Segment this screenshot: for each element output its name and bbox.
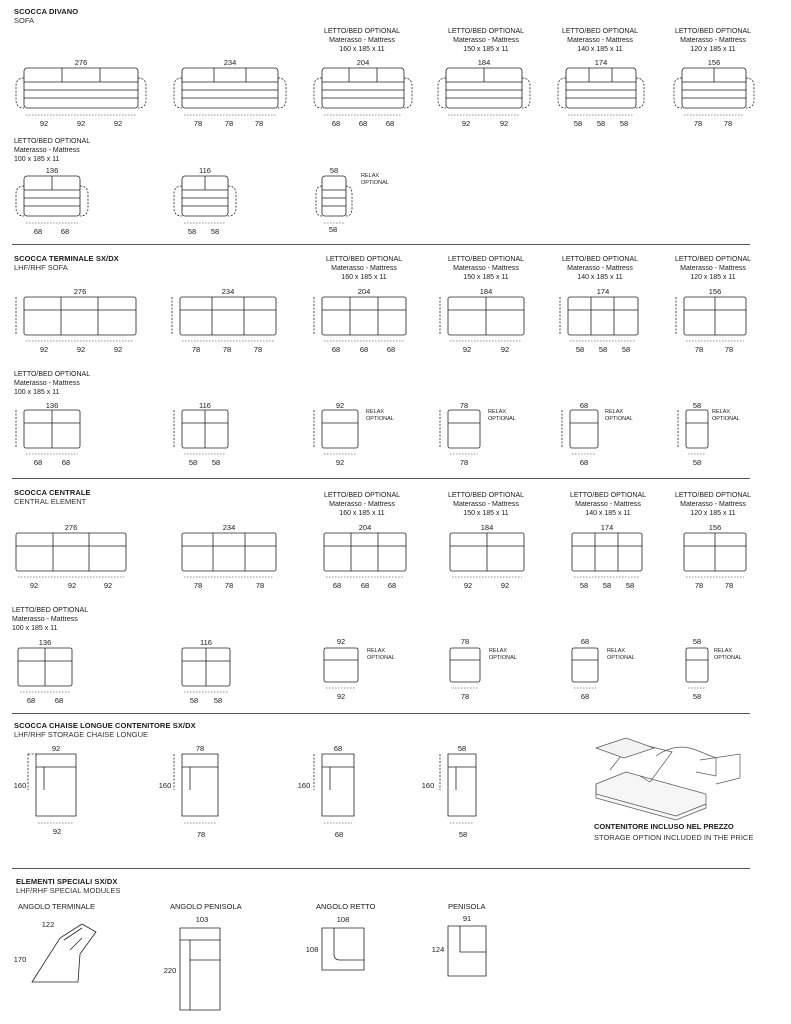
mattress-size: 150 x 185 x 11	[463, 274, 509, 281]
seat-label: 78	[693, 119, 703, 128]
seat-label: 68	[334, 830, 344, 839]
bed-optional-label: LETTO/BED OPTIONAL	[674, 492, 752, 499]
storage-title: CONTENITORE INCLUSO NEL PREZZO	[594, 822, 734, 831]
mattress-size: 150 x 185 x 11	[463, 510, 509, 517]
bed-optional-label: LETTO/BED OPTIONAL	[12, 607, 89, 614]
mattress-label: Materasso - Mattress	[329, 501, 395, 508]
seat-label: 68	[33, 458, 43, 467]
bed-optional-label: LETTO/BED OPTIONAL	[447, 492, 525, 499]
mattress-label: Materasso - Mattress	[567, 265, 633, 272]
mattress-size: 120 x 185 x 11	[690, 274, 736, 281]
width-label-78: 78	[195, 744, 205, 753]
seat-label: 58	[596, 119, 606, 128]
seat-label: 92	[103, 581, 113, 590]
seat-label: 58	[458, 830, 468, 839]
seat-label: 58	[692, 458, 702, 467]
seat-label: 58	[189, 696, 199, 705]
seat-label: 78	[724, 581, 734, 590]
section-subtitle-terminal: LHF/RHF SOFA	[14, 263, 68, 272]
depth-label-160: 160	[13, 781, 27, 790]
width-label-58: 58	[329, 166, 339, 175]
optional-label: OPTIONAL	[361, 180, 389, 186]
relax-label: RELAX	[367, 648, 386, 654]
mattress-size: 100 x 185 x 11	[12, 625, 58, 632]
seat-label: 92	[67, 581, 77, 590]
mattress-label: Materasso - Mattress	[14, 380, 80, 387]
seat-label: 58	[187, 227, 197, 236]
width-label-92: 92	[336, 637, 346, 646]
seat-label: 58	[575, 345, 585, 354]
seat-label: 68	[359, 345, 369, 354]
seat-label: 92	[335, 458, 345, 467]
seat-label: 58	[210, 227, 220, 236]
seat-label: 78	[460, 692, 470, 701]
relax-label: RELAX	[361, 173, 380, 179]
seat-label: 92	[113, 119, 123, 128]
seat-label: 78	[255, 581, 265, 590]
seat-label: 58	[602, 581, 612, 590]
width-label-156: 156	[708, 287, 722, 296]
seat-label: 58	[213, 696, 223, 705]
mattress-label: Materasso - Mattress	[453, 501, 519, 508]
depth-label-160: 160	[158, 781, 172, 790]
seat-label: 78	[724, 345, 734, 354]
width-label-68: 68	[580, 637, 590, 646]
section-title-terminal: SCOCCA TERMINALE SX/DX	[14, 254, 119, 263]
bed-optional-label: LETTO/BED OPTIONAL	[561, 28, 639, 35]
mattress-label: Materasso - Mattress	[329, 37, 395, 44]
width-label-184: 184	[477, 58, 491, 67]
seat-label: 92	[336, 692, 346, 701]
width-label-58: 58	[692, 637, 702, 646]
width-label-136: 136	[38, 638, 52, 647]
bed-optional-label: LETTO/BED OPTIONAL	[674, 256, 752, 263]
module-label-angolo-terminale: ANGOLO TERMINALE	[18, 902, 95, 911]
seat-label: 58	[619, 119, 629, 128]
module-side-dim: 220	[163, 966, 177, 975]
depth-label-160: 160	[297, 781, 311, 790]
seat-label: 92	[76, 119, 86, 128]
width-label-234: 234	[222, 523, 236, 532]
mattress-size: 160 x 185 x 11	[339, 510, 385, 517]
width-label-92: 92	[335, 401, 345, 410]
relax-label: RELAX	[714, 648, 733, 654]
mattress-label: Materasso - Mattress	[575, 501, 641, 508]
module-side-dim: 170	[13, 955, 27, 964]
optional-label: OPTIONAL	[712, 416, 740, 422]
mattress-size: 100 x 185 x 11	[14, 389, 60, 396]
width-label-276: 276	[64, 523, 78, 532]
optional-label: OPTIONAL	[605, 416, 633, 422]
seat-label: 78	[459, 458, 469, 467]
bed-optional-label: LETTO/BED OPTIONAL	[569, 492, 647, 499]
width-label-204: 204	[356, 58, 370, 67]
module-label-penisola: PENISOLA	[448, 902, 486, 911]
width-label-174: 174	[600, 523, 614, 532]
width-label-234: 234	[221, 287, 235, 296]
seat-label: 78	[196, 830, 206, 839]
module-side-dim: 124	[431, 945, 445, 954]
width-label-78: 78	[460, 637, 470, 646]
optional-label: OPTIONAL	[489, 655, 517, 661]
seat-label: 68	[387, 581, 397, 590]
seat-label: 78	[224, 581, 234, 590]
mattress-size: 150 x 185 x 11	[463, 46, 509, 53]
width-label-68: 68	[579, 401, 589, 410]
bed-optional-label: LETTO/BED OPTIONAL	[325, 256, 403, 263]
seat-label: 92	[500, 345, 510, 354]
width-label-156: 156	[708, 523, 722, 532]
seat-label: 78	[193, 119, 203, 128]
seat-label: 92	[462, 345, 472, 354]
mattress-label: Materasso - Mattress	[14, 147, 80, 154]
seat-label: 78	[191, 345, 201, 354]
seat-label: 78	[723, 119, 733, 128]
relax-label: RELAX	[712, 409, 731, 415]
module-top-dim: 122	[41, 920, 55, 929]
bed-optional-label: LETTO/BED OPTIONAL	[674, 28, 752, 35]
relax-label: RELAX	[366, 409, 385, 415]
width-label-204: 204	[358, 523, 372, 532]
optional-label: OPTIONAL	[366, 416, 394, 422]
section-subtitle-special: LHF/RHF SPECIAL MODULES	[16, 886, 121, 895]
seat-label: 92	[52, 827, 62, 836]
width-label-58: 58	[692, 401, 702, 410]
seat-label: 68	[360, 581, 370, 590]
mattress-size: 160 x 185 x 11	[341, 274, 387, 281]
mattress-label: Materasso - Mattress	[680, 37, 746, 44]
width-label-136: 136	[45, 401, 59, 410]
seat-label: 68	[54, 696, 64, 705]
seat-label: 92	[39, 119, 49, 128]
optional-label: OPTIONAL	[607, 655, 635, 661]
bed-optional-label: LETTO/BED OPTIONAL	[14, 138, 91, 145]
seat-label: 92	[499, 119, 509, 128]
seat-label: 78	[224, 119, 234, 128]
relax-label: RELAX	[489, 648, 508, 654]
bed-optional-label: LETTO/BED OPTIONAL	[323, 28, 401, 35]
width-label-156: 156	[707, 58, 721, 67]
mattress-label: Materasso - Mattress	[12, 616, 78, 623]
bed-optional-label: LETTO/BED OPTIONAL	[447, 28, 525, 35]
seat-label: 78	[193, 581, 203, 590]
seat-label: 58	[621, 345, 631, 354]
storage-subtitle: STORAGE OPTION INCLUDED IN THE PRICE	[594, 833, 754, 842]
seat-label: 58	[188, 458, 198, 467]
seat-label: 68	[358, 119, 368, 128]
seat-label: 68	[386, 345, 396, 354]
mattress-size: 140 x 185 x 11	[577, 274, 623, 281]
width-label-78: 78	[459, 401, 469, 410]
module-top-dim: 91	[462, 914, 472, 923]
seat-label: 68	[60, 227, 70, 236]
module-top-dim: 108	[336, 915, 350, 924]
bed-optional-label: LETTO/BED OPTIONAL	[14, 371, 91, 378]
mattress-label: Materasso - Mattress	[680, 265, 746, 272]
seat-label: 92	[463, 581, 473, 590]
seat-label: 58	[625, 581, 635, 590]
seat-label: 68	[332, 581, 342, 590]
width-label-116: 116	[199, 166, 211, 175]
width-label-116: 116	[199, 401, 211, 410]
seat-label: 92	[39, 345, 49, 354]
mattress-size: 120 x 185 x 11	[690, 510, 736, 517]
width-label-116: 116	[200, 638, 212, 647]
mattress-label: Materasso - Mattress	[567, 37, 633, 44]
depth-label-160: 160	[421, 781, 435, 790]
section-subtitle-chaise: LHF/RHF STORAGE CHAISE LONGUE	[14, 730, 149, 739]
seat-label: 92	[76, 345, 86, 354]
seat-label: 68	[33, 227, 43, 236]
optional-label: OPTIONAL	[488, 416, 516, 422]
relax-label: RELAX	[488, 409, 507, 415]
optional-label: OPTIONAL	[367, 655, 395, 661]
seat-label: 68	[331, 345, 341, 354]
mattress-label: Materasso - Mattress	[453, 37, 519, 44]
seat-label: 58	[211, 458, 221, 467]
seat-label: 58	[579, 581, 589, 590]
width-label-184: 184	[480, 523, 494, 532]
seat-label: 78	[253, 345, 263, 354]
seat-label: 78	[694, 345, 704, 354]
section-subtitle-sofa: SOFA	[14, 16, 35, 25]
width-label-174: 174	[596, 287, 610, 296]
seat-label: 58	[598, 345, 608, 354]
seat-label: 58	[692, 692, 702, 701]
seat-label: 58	[328, 225, 338, 234]
section-title-special: ELEMENTI SPECIALI SX/DX	[16, 877, 118, 886]
section-title-sofa: SCOCCA DIVANO	[14, 7, 79, 16]
mattress-label: Materasso - Mattress	[331, 265, 397, 272]
relax-label: RELAX	[607, 648, 626, 654]
bed-optional-label: LETTO/BED OPTIONAL	[561, 256, 639, 263]
section-title-chaise: SCOCCA CHAISE LONGUE CONTENITORE SX/DX	[14, 721, 196, 730]
mattress-label: Materasso - Mattress	[680, 501, 746, 508]
mattress-size: 140 x 185 x 11	[577, 46, 623, 53]
module-label-angolo-penisola: ANGOLO PENISOLA	[170, 902, 242, 911]
mattress-size: 100 x 185 x 11	[14, 156, 60, 163]
mattress-label: Materasso - Mattress	[453, 265, 519, 272]
seat-label: 78	[694, 581, 704, 590]
section-subtitle-central: CENTRAL ELEMENT	[14, 497, 87, 506]
seat-label: 68	[385, 119, 395, 128]
seat-label: 68	[26, 696, 36, 705]
width-label-136: 136	[45, 166, 59, 175]
relax-label: RELAX	[605, 409, 624, 415]
width-label-92: 92	[51, 744, 61, 753]
seat-label: 92	[500, 581, 510, 590]
width-label-184: 184	[479, 287, 493, 296]
seat-label: 68	[580, 692, 590, 701]
width-label-174: 174	[594, 58, 608, 67]
seat-label: 92	[113, 345, 123, 354]
module-top-dim: 103	[195, 915, 209, 924]
optional-label: OPTIONAL	[714, 655, 742, 661]
mattress-size: 120 x 185 x 11	[690, 46, 736, 53]
module-side-dim: 108	[305, 945, 319, 954]
width-label-234: 234	[223, 58, 237, 67]
seat-label: 78	[222, 345, 232, 354]
width-label-68: 68	[333, 744, 343, 753]
seat-label: 68	[579, 458, 589, 467]
width-label-276: 276	[74, 58, 88, 67]
section-title-central: SCOCCA CENTRALE	[14, 488, 91, 497]
module-label-angolo-retto: ANGOLO RETTO	[316, 902, 376, 911]
seat-label: 92	[29, 581, 39, 590]
seat-label: 92	[461, 119, 471, 128]
width-label-58: 58	[457, 744, 467, 753]
mattress-size: 140 x 185 x 11	[585, 510, 631, 517]
seat-label: 68	[61, 458, 71, 467]
seat-label: 58	[573, 119, 583, 128]
seat-label: 78	[254, 119, 264, 128]
seat-label: 68	[331, 119, 341, 128]
width-label-276: 276	[73, 287, 87, 296]
bed-optional-label: LETTO/BED OPTIONAL	[447, 256, 525, 263]
width-label-204: 204	[357, 287, 371, 296]
mattress-size: 160 x 185 x 11	[339, 46, 385, 53]
bed-optional-label: LETTO/BED OPTIONAL	[323, 492, 401, 499]
